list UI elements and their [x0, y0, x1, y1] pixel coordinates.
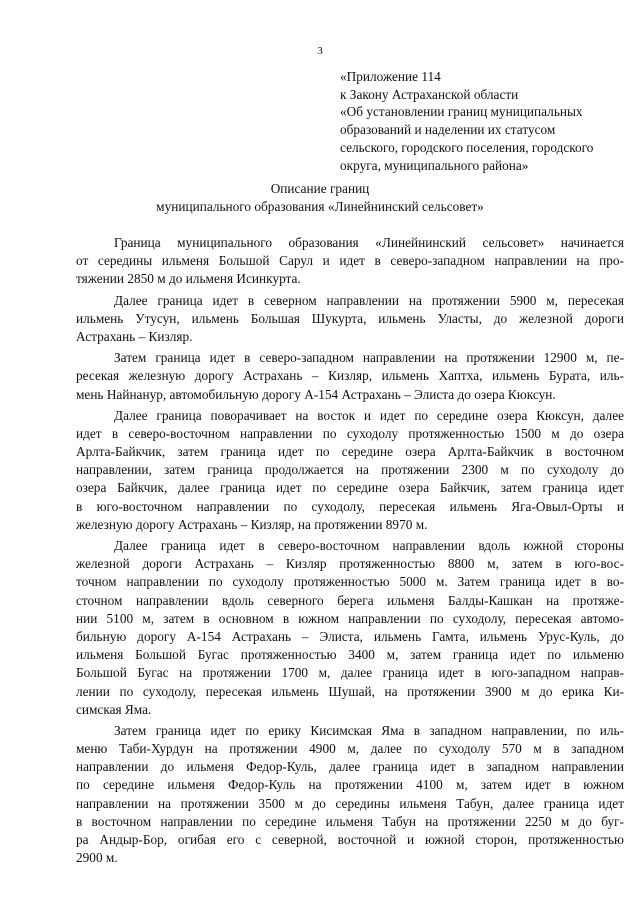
- paragraph-line: направлении на протяжении 3500 м до середины ильменя Табун, далее граница идет: [76, 795, 624, 811]
- appendix-header: [340, 68, 625, 174]
- paragraph: [76, 722, 624, 868]
- paragraph-line: Арлта-Байкчик, затем граница идет по середине озера Арлта-Байкчик в восточном: [76, 444, 624, 460]
- heading-title: Описание границ: [270, 181, 370, 196]
- appendix-line: округа, муниципального района»: [340, 157, 529, 173]
- paragraph-line: нии 5100 м, затем в основном в южном направлении по суходолу, пересекая автомо-: [76, 610, 624, 626]
- paragraph-line: бильную дорогу А-154 Астрахань – Элиста, ильмень Гамта, ильмень Урус-Куль, до: [76, 628, 624, 644]
- paragraph-line: лении по суходолу, пересекая ильмень Шушай, на протяжении 3900 м до ерика Ки-: [76, 683, 624, 699]
- paragraph: [76, 292, 624, 347]
- paragraph-line: ресекая железную дорогу Астрахань – Кизляр, ильмень Хаптха, ильмень Бурата, иль-: [76, 368, 624, 384]
- paragraph-line: Далее граница идет в северном направлении на протяжении 5900 м, пересекая: [114, 292, 624, 308]
- paragraph-line: Затем граница идет по ерику Кисимская Яма в западном направлении, по иль-: [114, 722, 624, 738]
- paragraph-line: Астрахань – Кизляр.: [76, 328, 193, 344]
- paragraph-line: по середине ильменя Федор-Куль на протяжении 4100 м, затем идет в южном: [76, 777, 624, 793]
- paragraph-line: симская Яма.: [76, 701, 152, 717]
- paragraph-line: в восточном направлении по середине ильменя Табун на протяжении 2250 м до буг-: [76, 813, 624, 829]
- paragraph: [76, 537, 624, 719]
- paragraph-line: тяжении 2850 м до ильменя Исинкурта.: [76, 271, 301, 287]
- paragraph-line: направлении до ильменя Федор-Куль, далее граница идет в западном направлении: [76, 759, 624, 775]
- paragraph-line: в юго-восточном направлении по суходолу, пересекая ильмень Яга-Овыл-Орты и: [76, 498, 624, 514]
- paragraph-line: ильменя Большой Бугас протяженностью 3400 м, затем граница идет по ильменю: [76, 647, 624, 663]
- appendix-line: «Приложение 114: [340, 69, 441, 84]
- appendix-line: образований и наделении их статусом: [340, 122, 556, 138]
- paragraph-line: сточном направлении вдоль северного берега ильменя Балды-Кашкан на протяже-: [76, 592, 624, 608]
- paragraph: [76, 234, 624, 289]
- paragraph-line: озера Байкчик, далее граница идет по середине озера Байкчик, затем граница идет: [76, 480, 624, 496]
- appendix-line: к Закону Астраханской области: [340, 86, 519, 102]
- paragraph-line: ра Андыр-Бор, огибая его с северной, восточной и южной сторон, протяженностью: [76, 832, 624, 847]
- paragraph-line: железную дорогу Астрахань – Кизляр, на протяжении 8970 м.: [76, 516, 428, 532]
- paragraph-line: Большой Бугас на протяжении 1700 м, далее граница идет в юго-западном направ-: [76, 665, 624, 681]
- paragraph-line: Далее граница идет в северо-восточном направлении вдоль южной стороны: [114, 538, 624, 553]
- paragraph-line: меню Таби-Хурдун на протяжении 4900 м, далее по суходолу 570 м в западном: [76, 741, 624, 757]
- body-text: [76, 234, 624, 870]
- paragraph-line: от середины ильменя Большой Сарул и идет в северо-западном направлении на про-: [76, 253, 624, 269]
- page-number: 3: [317, 45, 323, 57]
- paragraph-line: направлении, затем граница продолжается на протяжении 2300 м по суходолу до: [76, 462, 624, 478]
- document-heading: [0, 180, 640, 216]
- paragraph-line: мень Найнанур, автомобильную дорогу А-154 Астрахань – Элиста до озера Кюксун.: [76, 386, 556, 402]
- paragraph-line: Далее граница поворачивает на восток и идет по середине озера Кюксун, далее: [114, 407, 624, 423]
- paragraph-line: Затем граница идет в северо-западном направлении на протяжении 12900 м, пе-: [114, 350, 624, 366]
- paragraph-line: ильмень Утусун, ильмень Большая Шукурта, ильмень Уласты, до железной дороги: [76, 310, 624, 326]
- paragraph-line: точном направлении по суходолу протяженностью 5000 м. Затем граница идет в во-: [76, 574, 624, 590]
- paragraph: [76, 349, 624, 404]
- paragraph: [76, 407, 624, 534]
- appendix-line: сельского, городского поселения, городского: [340, 139, 594, 155]
- paragraph-line: идет в северо-восточном направлении по суходолу протяженностью 1500 м до озера: [76, 425, 624, 441]
- paragraph-line: 2900 м.: [76, 850, 118, 866]
- heading-subtitle: муниципального образования «Линейнинский сельсовет»: [156, 199, 484, 214]
- paragraph-line: Граница муниципального образования «Линейнинский сельсовет» начинается: [114, 235, 624, 250]
- appendix-line: «Об установлении границ муниципальных: [340, 104, 583, 120]
- paragraph-line: железной дороги Астрахань – Кизляр протяженностью 8800 м, затем в юго-вос-: [76, 556, 624, 572]
